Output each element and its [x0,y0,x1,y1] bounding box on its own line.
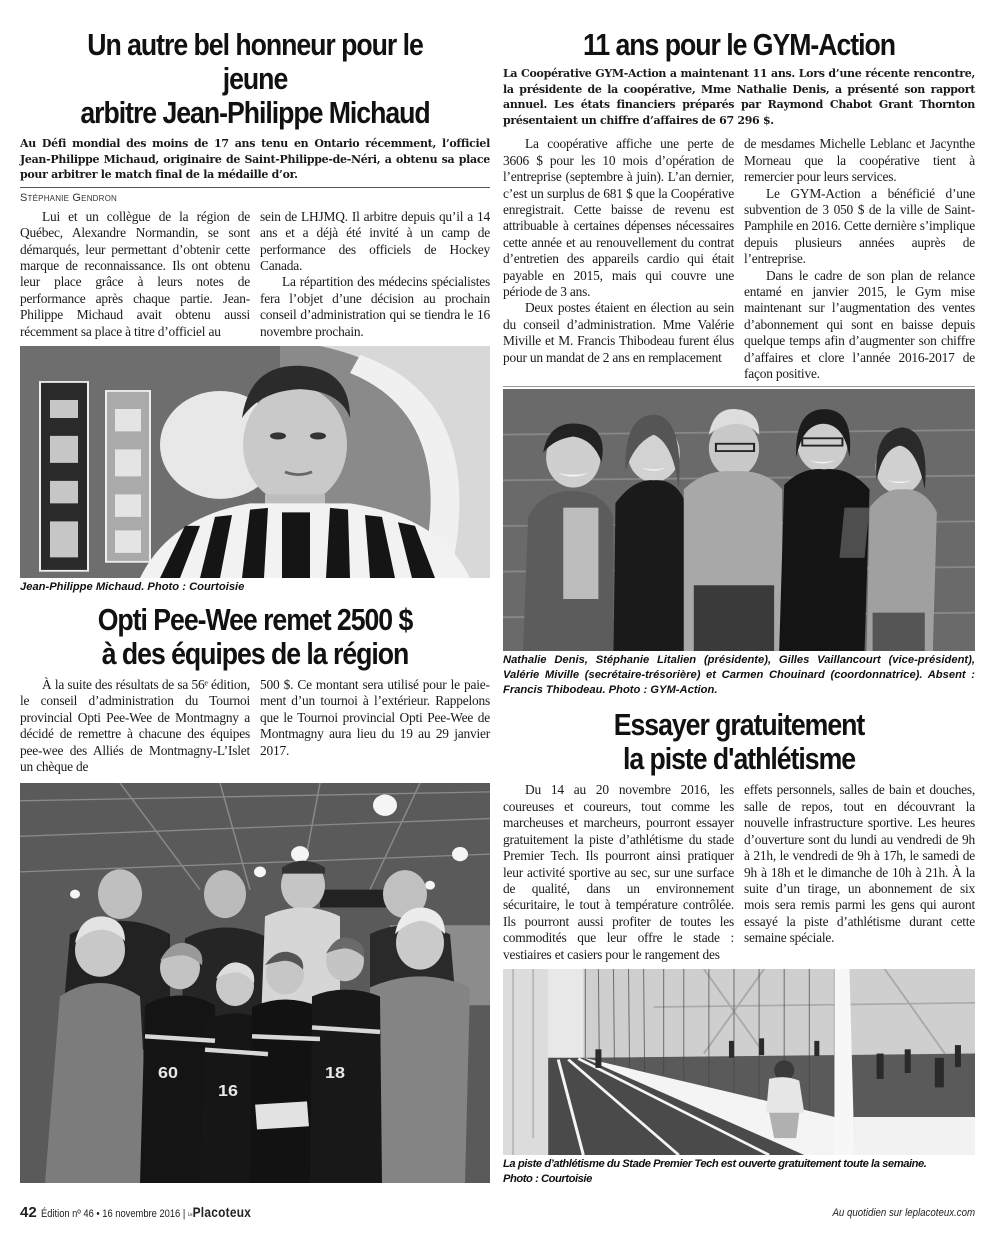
brand-logo: Placoteux [192,1204,252,1220]
cheque-presentation-image [20,783,490,1183]
photo-caption: Jean-Philippe Michaud. Photo : Courtoisie [20,581,245,594]
lede-gym: La Coopérative GYM-Action a maintenant 11 ans. Lors d’une récente rencontre, la présidente de la coopérative, Mme Nathalie Denis, a présenté son rapport annuel. Les états financiers préparés par Raymond Chabot Grant Thornton présentaient un chiffre d’affaires de 67 296 $. [503,67,975,127]
body-column-2 [744,782,975,946]
caption-line: Photo : Courtoisie [503,1172,592,1185]
body-column-1 [20,209,250,340]
photo-caption: Nathalie Denis, Stéphanie Litalien (présidente), Gilles Vaillancourt (vice-président), Valérie Miville (secrétaire-trésorière) et Carmen Chouinard (coordonnatrice). Absent : Francis Thibodeau. Photo : GYM-Action. [503,654,975,697]
cheque [255,1102,309,1130]
paragraph: de mesdames Michelle Leblanc et Jacynthe Morneau que la coopérative tient à remercier pour leurs services. [744,136,975,185]
edition-info [41,1204,251,1220]
body-columns [503,782,975,962]
paragraph: À la suite des résultats de sa 56ᵉ édition, le conseil d’administration du Tournoi provincial Opti Pee-Wee de Montmagny a décidé de remettre à chacune des équipes pee-wee des Alliés de Montmagny-L’Islet un chèque de [20,677,250,775]
body-column-1 [503,136,734,366]
photo-referee [20,346,490,578]
body-column-2 [744,136,975,382]
headline-line: à des équipes de la région [101,636,409,672]
body-column-2 [260,677,490,759]
paragraph: Dans le cadre de son plan de relance entamé en janvier 2015, le Gym mise maintenant sur l’augmentation des ventes d’abonnement qui sont en baisse depuis quelque temps afin d’augmenter son chiffre d’affaires et clore l’année 2016-2017 de façon positive. [744,267,975,382]
paragraph: Le GYM-Action a bénéficié d’une subvention de 3 050 $ de la ville de Saint-Pamphile en 2016. Cette dernière s’implique depuis plusieurs années auprès de l’entreprise. [744,185,975,267]
paragraph: La répartition des médecins spécialistes fera l’objet d’une décision au prochain conseil d’administration qui se tiendra le 16 novembre prochain. [260,274,490,339]
headline-gym: 11 ans pour le GYM-Action [583,27,895,62]
brand-prefix: Le [188,1212,193,1218]
paragraph: Lui et un collègue de la région de Québec, Alexandre Normandin, se sont démarqués, leur permettant d’obtenir cette marque de reconnaissance. Ils ont obtenu leur place grâce à leurs notes de performance après chaque partie. Jean-Philippe Michaud avait obtenu aussi récemment sa place à titre d’officiel au [20,208,250,339]
footer-tagline[interactable]: Au quotidien sur leplacoteux.com [832,1207,975,1219]
edition-text: Édition nº 46 • 16 novembre 2016 | [41,1208,186,1220]
paragraph: effets personnels, salles de bain et douches, salle de repos, tout en découvrant la nouvelle infrastructure sportive. Les heures d’ouverture sont du lundi au vendredi de 9h à 21h, le vendredi de 9h à 17h, le samedi de 9h à 18h et le dimanche de 10h à 21h. À la suite d’un tirage, un abonnement de six mois sera remis parmi les gens qui auront essayé la piste d’athlétisme durant cette semaine spéciale. [744,782,975,946]
jersey-number: 18 [325,1064,346,1083]
divider [503,386,975,387]
gym-group-image [503,389,975,651]
article-opti-pee-wee [20,603,490,1183]
jersey-number: 60 [158,1064,179,1083]
footer-left [20,1204,288,1222]
referee-portrait-image [20,346,490,578]
left-column [20,28,490,1193]
page-number: 42 [20,1204,37,1221]
photo-peewee-cheque [20,783,490,1183]
photo-caption [503,1157,975,1187]
paragraph: La coopérative affiche une perte de 3606 $ pour les 10 mois d’opération de l’entreprise (septembre à juin). L’an dernier, c’est un surplus de 681 $ que la Coopérative enregistrait. Cette baisse de revenu est attribuable à certaines dépenses nécessaires cette année et au renouvellement du contrat d’entretien des appareils cardio qui était payable en 2015, mais qui couvre une période de 3 ans. [503,136,734,300]
body-column-1 [20,677,250,775]
headline-line: Essayer gratuitement [613,707,865,743]
article-track [503,708,975,1186]
paragraph: Deux postes étaient en élection au sein du conseil d’administration. Mme Valérie Miville et M. Francis Thibodeau furent élus pour un mandat de 2 ans en remplacement [503,300,734,365]
photo-track [503,969,975,1155]
paragraph: 500 $. Ce montant sera utilisé pour le paiement d’un tournoi à l’extérieur. Rappelons que le Tournoi provincial Opti Pee-Wee de Montmagny aura lieu du 19 au 29 janvier 2017. [260,677,490,758]
article-referee [20,28,490,595]
paragraph: Du 14 au 20 novembre 2016, les coureuses et coureurs, tout comme les marcheuses et marcheurs, pourront essayer gratuitement la piste d’athlétisme du stade Premier Tech. Ils pourront ainsi pratiquer leur activité sportive au sec, sur une surface de qualité, dans un environnement sécuritaire, le tout à température contrôlée. Ils pourront aussi profiter de toutes les commodités que leur offre le stade : vestiaires et casiers pour le rangement des [503,782,734,962]
indoor-track-image [503,969,975,1155]
body-columns [20,677,490,775]
caption-line: La piste d’athlétisme du Stade Premier Tech est ouverte gratuitement toute la semaine. [503,1157,927,1170]
headline-line: Un autre bel honneur pour le jeune [87,27,423,96]
headline-line: arbitre Jean-Philippe Michaud [80,95,430,130]
right-column [503,28,975,1193]
paragraph: sein de LHJMQ. Il arbitre depuis qu’il a 14 ans et a déjà été invité à un camp de performance des officiels de Hockey Canada. [260,208,490,273]
headline-line: la piste d'athlétisme [622,741,856,777]
headline-referee [53,28,457,130]
photo-gym-group [503,389,975,651]
headline-line: Opti Pee-Wee remet 2500 $ [97,602,413,638]
body-columns [503,136,975,382]
jersey-number: 16 [218,1082,239,1101]
body-column-1 [503,782,734,962]
body-columns [20,209,490,340]
body-column-2 [260,209,490,340]
scoreboard [320,890,390,908]
article-gym-action [503,28,975,698]
headline-peewee [53,603,457,671]
headline-track [536,708,942,776]
lede-referee: Au Défi mondial des moins de 17 ans tenu en Ontario récemment, l’officiel Jean-Philippe Michaud, originaire de Saint-Philippe-de-Néri, a obtenu sa place pour arbitrer le match final de la médaille d’or. [20,137,490,182]
divider [20,187,490,188]
byline: Stéphanie Gendron [20,191,118,204]
page-footer [20,1204,975,1226]
